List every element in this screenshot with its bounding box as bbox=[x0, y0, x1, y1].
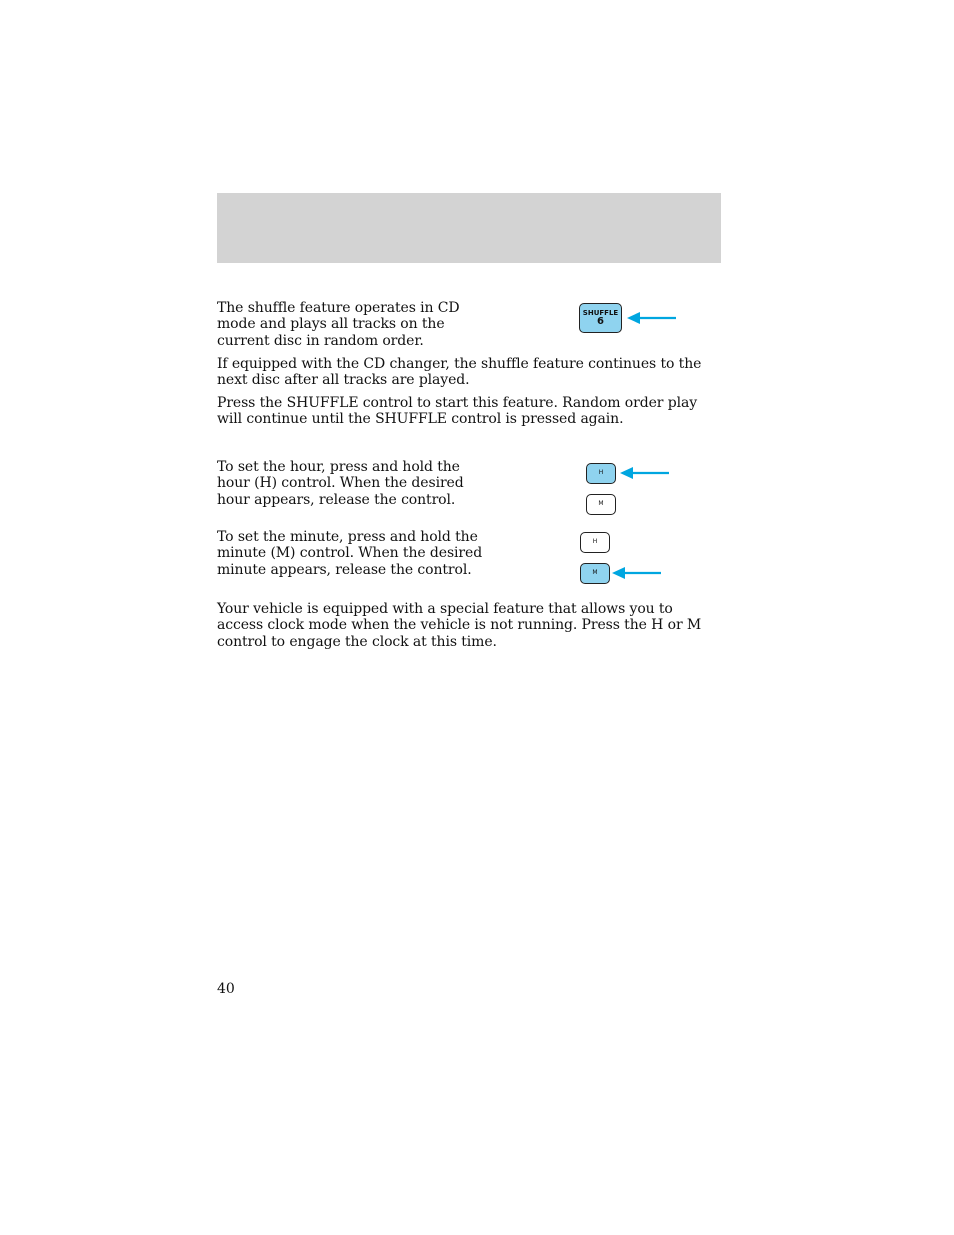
shuffle-button-label: SHUFFLE bbox=[582, 309, 619, 317]
page-number: 40 bbox=[217, 981, 235, 997]
minute-button-illustration bbox=[580, 563, 610, 584]
set-hour-text: To set the hour, press and hold the hour (H) control. When the desired hour appears, release the control. bbox=[217, 459, 464, 508]
arrow-left-icon bbox=[619, 466, 671, 480]
hour-button-label: H bbox=[598, 469, 604, 476]
hour-button-illustration bbox=[586, 463, 616, 484]
set-minute-text: To set the minute, press and hold the minute (M) control. When the desired minute appears, release the control. bbox=[217, 529, 483, 578]
section-header-band bbox=[217, 193, 721, 263]
minute-button-label: M bbox=[592, 569, 598, 576]
shuffle-button-illustration bbox=[579, 303, 622, 333]
cd-changer-text: If equipped with the CD changer, the shuffle feature continues to the next disc after all tracks are played. bbox=[217, 356, 702, 389]
minute-button-illustration bbox=[586, 494, 616, 515]
shuffle-press-text: Press the SHUFFLE control to start this feature. Random order play will continue until the SHUFFLE control is pressed again. bbox=[217, 395, 698, 428]
shuffle-button-number: 6 bbox=[597, 316, 604, 327]
arrow-left-icon bbox=[611, 566, 663, 580]
arrow-left-icon bbox=[626, 311, 678, 325]
shuffle-intro-text: The shuffle feature operates in CD mode and plays all tracks on the current disc in random order. bbox=[217, 300, 460, 349]
clock-access-note: Your vehicle is equipped with a special feature that allows you to access clock mode when the vehicle is not running. Press the H or M control to engage the clock at this time. bbox=[217, 601, 702, 650]
minute-button-label: M bbox=[598, 500, 604, 507]
hour-button-label: H bbox=[592, 538, 598, 545]
hour-button-illustration bbox=[580, 532, 610, 553]
